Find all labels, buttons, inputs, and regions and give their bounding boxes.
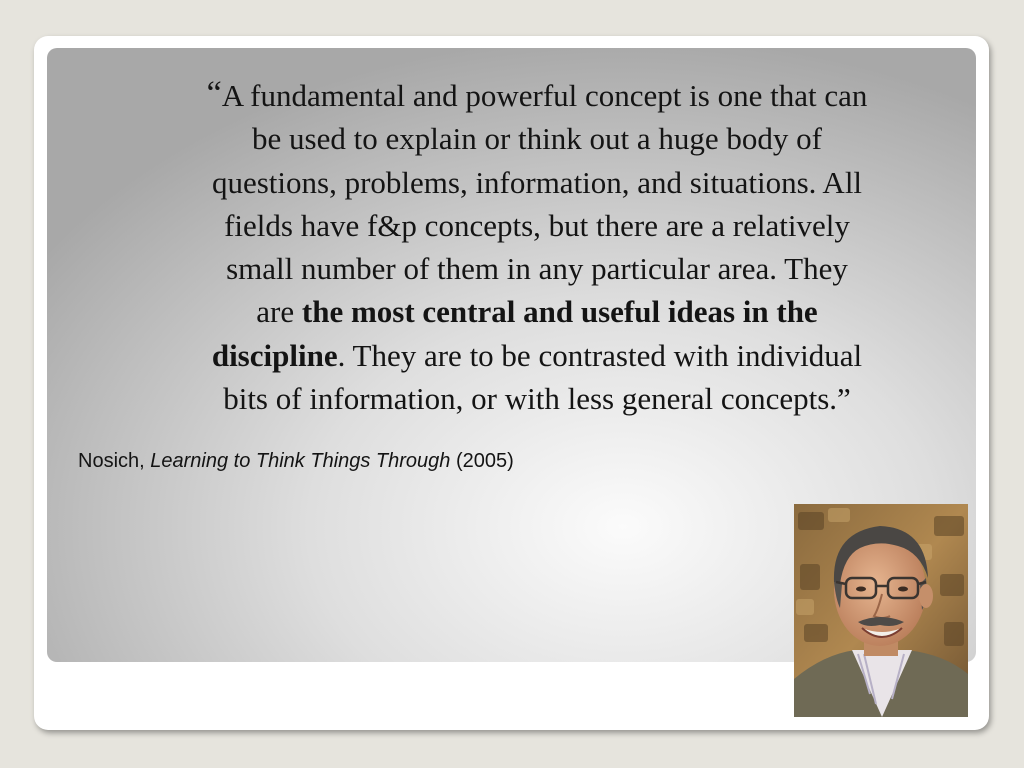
quote-line-1 (112, 74, 962, 117)
quote-line-6 (112, 290, 962, 333)
open-quote-mark: “ (206, 75, 222, 112)
quote-emphasis-1: the most central and useful ideas in the (301, 294, 818, 330)
quote-line-3: questions, problems, information, and situations. All (211, 164, 863, 200)
attribution (78, 450, 514, 473)
quote-text-6: are (256, 294, 302, 330)
quote-line-8: bits of information, or with less general concepts.” (223, 381, 851, 417)
quote-block (112, 74, 962, 420)
attribution-year: (2005) (450, 450, 514, 472)
quote-line-4: fields have f&p concepts, but there are a relatively (224, 207, 850, 243)
quote-emphasis-2: discipline (211, 337, 338, 373)
quote-line-5: small number of them in any particular area. They (226, 251, 848, 287)
attribution-author: Nosich, (78, 450, 151, 472)
attribution-book-title: Learning to Think Things Through (150, 450, 451, 472)
quote-text-7: . They are to be contrasted with individual (337, 337, 863, 373)
quote-line-7 (112, 334, 962, 377)
quote-text-1: A fundamental and powerful concept is one that can (221, 78, 868, 113)
quote-line-2: be used to explain or think out a huge body of (252, 121, 822, 157)
author-portrait-photo (794, 504, 968, 717)
